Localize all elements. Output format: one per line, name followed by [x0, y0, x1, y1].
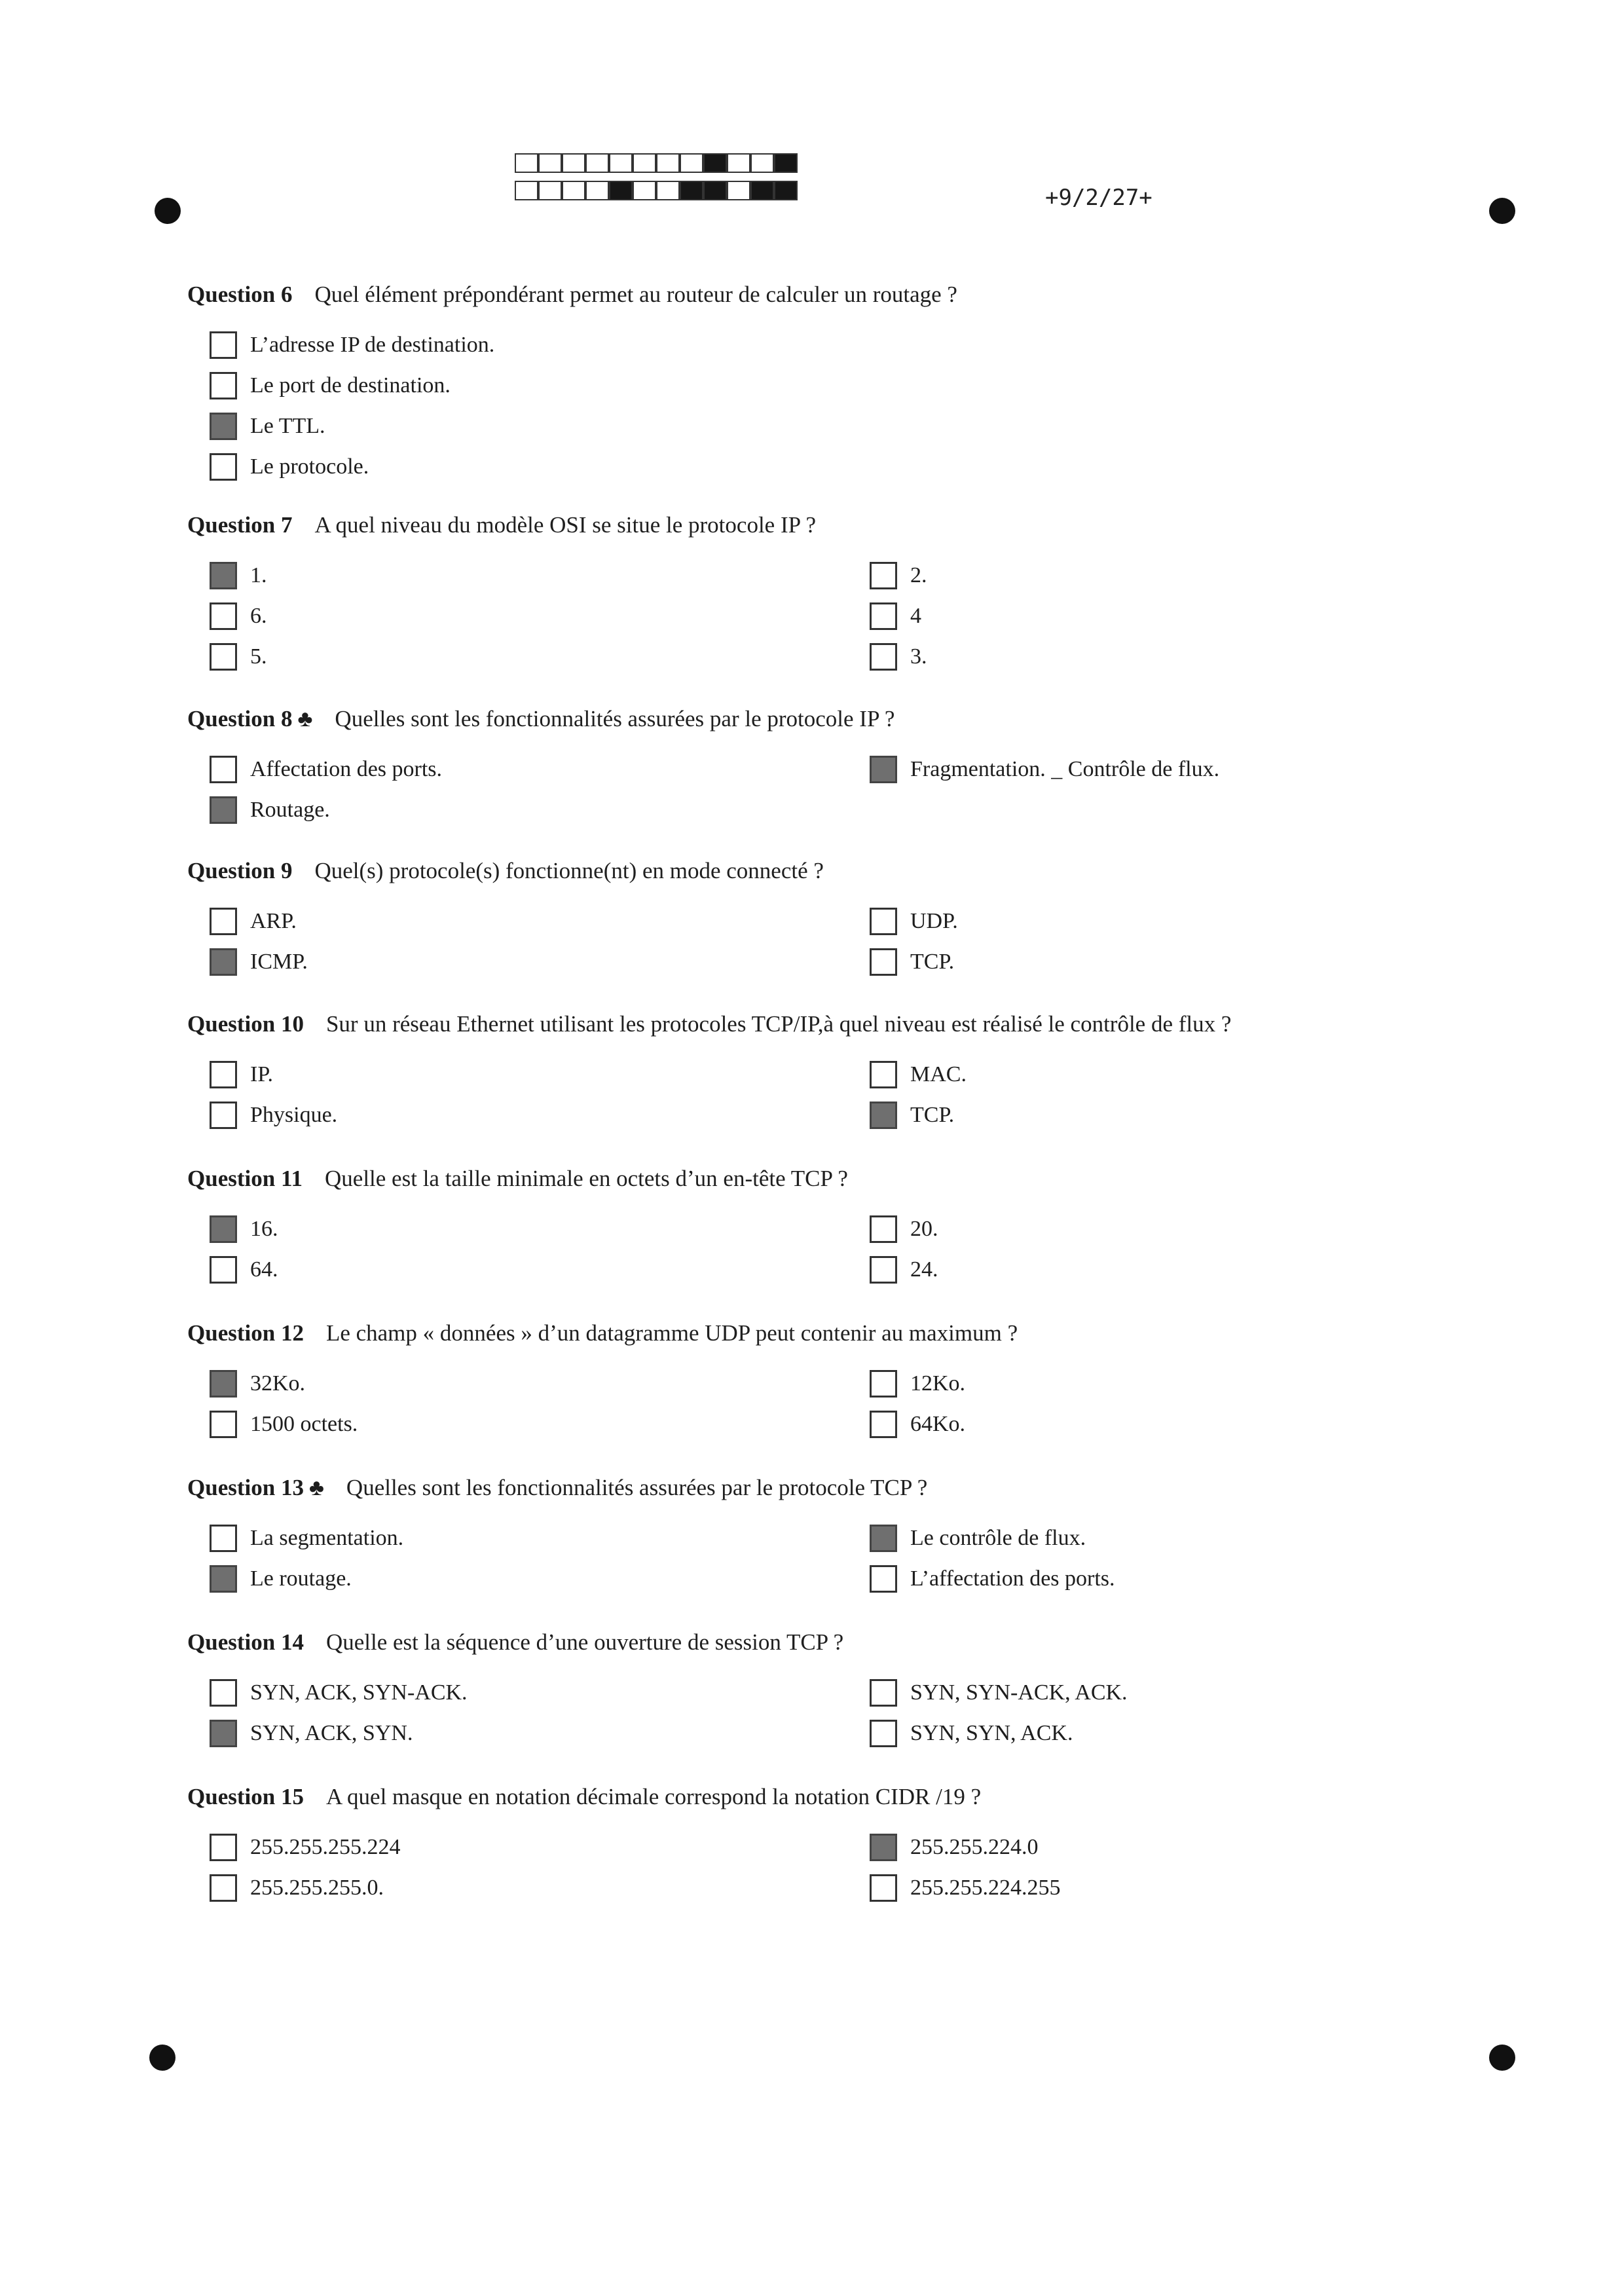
- question-header: [187, 1009, 1464, 1040]
- answer-option[interactable]: [210, 447, 369, 487]
- answer-option[interactable]: [210, 1250, 278, 1290]
- question-header: [187, 1472, 1464, 1504]
- answer-option[interactable]: [210, 1209, 278, 1250]
- empty-checkbox[interactable]: [210, 1102, 237, 1129]
- empty-checkbox[interactable]: [870, 1061, 897, 1088]
- answer-option[interactable]: [870, 555, 927, 596]
- answer-label: Physique.: [250, 1103, 338, 1127]
- answer-option[interactable]: [870, 637, 927, 677]
- answer-option[interactable]: [870, 1404, 965, 1445]
- code-cell: [562, 153, 585, 173]
- code-cell: [656, 153, 680, 173]
- empty-checkbox[interactable]: [210, 1411, 237, 1438]
- answer-option[interactable]: [210, 555, 267, 596]
- answer-label: TCP.: [910, 950, 955, 974]
- code-cell: [538, 153, 562, 173]
- answer-label: Le routage.: [250, 1566, 352, 1591]
- answer-list: [187, 1054, 1464, 1136]
- registration-dot-top-right: [1489, 198, 1515, 224]
- answer-option[interactable]: [210, 1095, 337, 1136]
- empty-checkbox[interactable]: [870, 1720, 897, 1747]
- multiple-answer-club-icon: ♣: [297, 706, 313, 731]
- question-text: Quelle est la séquence d’une ouverture de session TCP ?: [325, 1629, 844, 1655]
- answer-label: ICMP.: [250, 950, 308, 974]
- question-number: [187, 279, 292, 310]
- answer-label: 24.: [910, 1257, 938, 1282]
- checked-checkbox[interactable]: [870, 1525, 897, 1552]
- question-text: A quel niveau du modèle OSI se situe le protocole IP ?: [314, 512, 817, 538]
- empty-checkbox[interactable]: [870, 643, 897, 671]
- question-number-label: Question 11: [187, 1166, 303, 1191]
- empty-checkbox[interactable]: [870, 1370, 897, 1398]
- answer-label: 3.: [910, 644, 927, 669]
- answer-option[interactable]: [870, 596, 921, 637]
- code-cell: [609, 181, 633, 200]
- code-cell: [680, 181, 703, 200]
- answer-label: 5.: [250, 644, 267, 669]
- answer-label: Le contrôle de flux.: [910, 1526, 1086, 1550]
- question-text: Quelle est la taille minimale en octets d’un en-tête TCP ?: [325, 1166, 848, 1191]
- checked-checkbox[interactable]: [210, 1720, 237, 1747]
- question-text: Quelles sont les fonctionnalités assurées par le protocole IP ?: [335, 706, 895, 731]
- empty-checkbox[interactable]: [210, 1061, 237, 1088]
- answer-option[interactable]: [210, 637, 267, 677]
- question-header: [187, 703, 1464, 735]
- answer-option[interactable]: [870, 749, 1219, 790]
- empty-checkbox[interactable]: [210, 643, 237, 671]
- checked-checkbox[interactable]: [210, 1370, 237, 1398]
- answer-list: [187, 1518, 1464, 1599]
- question-header: [187, 1163, 1464, 1194]
- question-text: Quel(s) protocole(s) fonctionne(nt) en mode connecté ?: [314, 858, 824, 883]
- answer-option[interactable]: [870, 1827, 1039, 1868]
- registration-dot-bottom-right: [1489, 2045, 1515, 2071]
- question-number: [187, 1472, 324, 1504]
- code-cell: [633, 153, 656, 173]
- question-header: [187, 509, 1464, 541]
- question-number: [187, 1781, 304, 1813]
- question-number: [187, 1163, 303, 1194]
- answer-label: 64Ko.: [910, 1412, 966, 1436]
- answer-label: Le protocole.: [250, 454, 369, 479]
- answer-option[interactable]: [870, 1095, 954, 1136]
- answer-list: [187, 749, 1464, 830]
- checked-checkbox[interactable]: [210, 413, 237, 440]
- empty-checkbox[interactable]: [210, 1874, 237, 1902]
- code-cell: [703, 181, 727, 200]
- question-block: [187, 855, 1464, 982]
- answer-option[interactable]: [210, 596, 267, 637]
- question-number: [187, 855, 292, 887]
- answer-option[interactable]: [210, 1868, 384, 1908]
- answer-list: [187, 1827, 1464, 1908]
- code-cell: [750, 181, 774, 200]
- question-number-label: Question 15: [187, 1784, 304, 1809]
- checked-checkbox[interactable]: [870, 1102, 897, 1129]
- question-number-label: Question 12: [187, 1320, 304, 1346]
- code-cell: [750, 153, 774, 173]
- answer-label: UDP.: [910, 909, 958, 933]
- question-number: [187, 1318, 304, 1349]
- empty-checkbox[interactable]: [210, 1256, 237, 1284]
- answer-label: 64.: [250, 1257, 278, 1282]
- registration-dot-top-left: [155, 198, 181, 224]
- empty-checkbox[interactable]: [210, 908, 237, 935]
- answer-list: [187, 555, 1464, 677]
- multiple-answer-club-icon: ♣: [308, 1475, 324, 1500]
- question-text: A quel masque en notation décimale correspond la notation CIDR /19 ?: [325, 1784, 982, 1809]
- empty-checkbox[interactable]: [870, 908, 897, 935]
- answer-option[interactable]: [210, 1363, 305, 1404]
- answer-option[interactable]: [870, 1559, 1115, 1599]
- question-number-label: Question 8: [187, 706, 293, 731]
- question-header: [187, 1318, 1464, 1349]
- question-number: [187, 703, 312, 735]
- answer-option[interactable]: [870, 942, 954, 982]
- question-block: [187, 279, 1464, 487]
- question-number-label: Question 6: [187, 282, 293, 307]
- answer-label: ARP.: [250, 909, 297, 933]
- checked-checkbox[interactable]: [210, 796, 237, 824]
- answer-option[interactable]: [870, 1054, 967, 1095]
- answer-label: Affectation des ports.: [250, 757, 443, 781]
- code-cell: [703, 153, 727, 173]
- answer-label: IP.: [250, 1062, 273, 1086]
- answer-label: SYN, SYN, ACK.: [910, 1721, 1073, 1745]
- answer-option[interactable]: [870, 901, 958, 942]
- answer-label: Le TTL.: [250, 414, 325, 438]
- question-block: [187, 1781, 1464, 1908]
- question-text: Le champ « données » d’un datagramme UDP peut contenir au maximum ?: [325, 1320, 1018, 1346]
- question-text: Quel élément prépondérant permet au routeur de calculer un routage ?: [314, 282, 957, 307]
- answer-option[interactable]: [870, 1713, 1073, 1754]
- code-cell: [774, 181, 798, 200]
- answer-option[interactable]: [870, 1673, 1128, 1713]
- question-header: [187, 1781, 1464, 1813]
- answer-list: [187, 1209, 1464, 1290]
- answer-option[interactable]: [210, 1713, 413, 1754]
- answer-label: Le port de destination.: [250, 373, 451, 398]
- answer-option[interactable]: [210, 901, 297, 942]
- page-code-row-2: [515, 181, 798, 200]
- answer-option[interactable]: [210, 1673, 468, 1713]
- answer-label: 1500 octets.: [250, 1412, 358, 1436]
- answer-label: 6.: [250, 604, 267, 628]
- question-block: [187, 1163, 1464, 1290]
- answer-option[interactable]: [870, 1868, 1061, 1908]
- answer-label: 255.255.255.0.: [250, 1876, 384, 1900]
- answer-list: [187, 901, 1464, 982]
- code-cell: [727, 153, 750, 173]
- empty-checkbox[interactable]: [210, 1834, 237, 1861]
- question-number-label: Question 14: [187, 1629, 304, 1655]
- code-cell: [585, 153, 609, 173]
- empty-checkbox[interactable]: [210, 453, 237, 481]
- question-block: [187, 1009, 1464, 1136]
- answer-label: SYN, SYN-ACK, ACK.: [910, 1680, 1128, 1705]
- answer-option[interactable]: [210, 325, 494, 365]
- empty-checkbox[interactable]: [210, 1525, 237, 1552]
- code-cell: [515, 181, 538, 200]
- question-number-label: Question 9: [187, 858, 293, 883]
- answer-label: MAC.: [910, 1062, 967, 1086]
- code-cell: [609, 153, 633, 173]
- answer-option[interactable]: [210, 1054, 273, 1095]
- code-cell: [774, 153, 798, 173]
- question-block: [187, 1472, 1464, 1599]
- code-cell: [656, 181, 680, 200]
- answer-list: [187, 1673, 1464, 1754]
- question-number-label: Question 13: [187, 1475, 304, 1500]
- answer-option[interactable]: [210, 749, 442, 790]
- answer-option[interactable]: [210, 790, 330, 830]
- page-code-row-1: [515, 153, 798, 173]
- answer-option[interactable]: [870, 1250, 938, 1290]
- answer-label: 255.255.224.0: [910, 1835, 1039, 1859]
- registration-dot-bottom-left: [149, 2045, 175, 2071]
- question-header: [187, 855, 1464, 887]
- answer-label: SYN, ACK, SYN.: [250, 1721, 413, 1745]
- answer-list: [187, 325, 1464, 487]
- answer-label: 4: [910, 604, 921, 628]
- question-block: [187, 1318, 1464, 1445]
- question-number: [187, 1627, 304, 1658]
- answer-label: 16.: [250, 1217, 278, 1241]
- answer-label: 2.: [910, 563, 927, 587]
- question-text: Quelles sont les fonctionnalités assurées par le protocole TCP ?: [346, 1475, 928, 1500]
- checked-checkbox[interactable]: [210, 1215, 237, 1243]
- code-cell: [680, 153, 703, 173]
- checked-checkbox[interactable]: [210, 948, 237, 976]
- answer-option[interactable]: [210, 1559, 352, 1599]
- answer-option[interactable]: [210, 942, 308, 982]
- empty-checkbox[interactable]: [210, 372, 237, 399]
- empty-checkbox[interactable]: [870, 1679, 897, 1707]
- empty-checkbox[interactable]: [210, 331, 237, 359]
- question-block: [187, 703, 1464, 830]
- question-number-label: Question 10: [187, 1011, 304, 1037]
- answer-option[interactable]: [210, 1404, 358, 1445]
- question-block: [187, 1627, 1464, 1754]
- answer-label: SYN, ACK, SYN-ACK.: [250, 1680, 468, 1705]
- answer-label: 32Ko.: [250, 1371, 306, 1396]
- question-text: Sur un réseau Ethernet utilisant les protocoles TCP/IP,à quel niveau est réalisé le contrôle de flux ?: [325, 1011, 1232, 1037]
- question-number-label: Question 7: [187, 512, 293, 538]
- empty-checkbox[interactable]: [210, 602, 237, 630]
- code-cell: [538, 181, 562, 200]
- code-cell: [727, 181, 750, 200]
- checked-checkbox[interactable]: [210, 1565, 237, 1593]
- answer-option[interactable]: [210, 1518, 403, 1559]
- empty-checkbox[interactable]: [870, 562, 897, 589]
- answer-option[interactable]: [210, 365, 451, 406]
- answer-option[interactable]: [870, 1363, 965, 1404]
- answer-label: L’adresse IP de destination.: [250, 333, 495, 357]
- answer-option[interactable]: [210, 406, 325, 447]
- empty-checkbox[interactable]: [870, 948, 897, 976]
- empty-checkbox[interactable]: [870, 1411, 897, 1438]
- checked-checkbox[interactable]: [870, 1834, 897, 1861]
- code-cell: [585, 181, 609, 200]
- answer-label: L’affectation des ports.: [910, 1566, 1115, 1591]
- empty-checkbox[interactable]: [870, 1874, 897, 1902]
- question-number: [187, 509, 292, 541]
- question-block: [187, 509, 1464, 677]
- empty-checkbox[interactable]: [210, 1679, 237, 1707]
- answer-label: Fragmentation. _ Contrôle de flux.: [910, 757, 1220, 781]
- empty-checkbox[interactable]: [870, 1215, 897, 1243]
- checked-checkbox[interactable]: [870, 756, 897, 783]
- answer-label: 255.255.255.224: [250, 1835, 401, 1859]
- answer-option[interactable]: [870, 1518, 1086, 1559]
- question-header: [187, 1627, 1464, 1658]
- answer-label: Routage.: [250, 798, 330, 822]
- question-number: [187, 1009, 304, 1040]
- answer-option[interactable]: [210, 1827, 401, 1868]
- checked-checkbox[interactable]: [210, 562, 237, 589]
- empty-checkbox[interactable]: [870, 1256, 897, 1284]
- empty-checkbox[interactable]: [210, 756, 237, 783]
- answer-label: 255.255.224.255: [910, 1876, 1061, 1900]
- answer-label: La segmentation.: [250, 1526, 404, 1550]
- code-cell: [633, 181, 656, 200]
- answer-label: 12Ko.: [910, 1371, 966, 1396]
- empty-checkbox[interactable]: [870, 1565, 897, 1593]
- code-cell: [562, 181, 585, 200]
- answer-option[interactable]: [870, 1209, 938, 1250]
- code-cell: [515, 153, 538, 173]
- empty-checkbox[interactable]: [870, 602, 897, 630]
- answer-label: 1.: [250, 563, 267, 587]
- page-id: +9/2/27+: [1045, 185, 1153, 211]
- answer-list: [187, 1363, 1464, 1445]
- answer-label: TCP.: [910, 1103, 955, 1127]
- question-header: [187, 279, 1464, 310]
- answer-label: 20.: [910, 1217, 938, 1241]
